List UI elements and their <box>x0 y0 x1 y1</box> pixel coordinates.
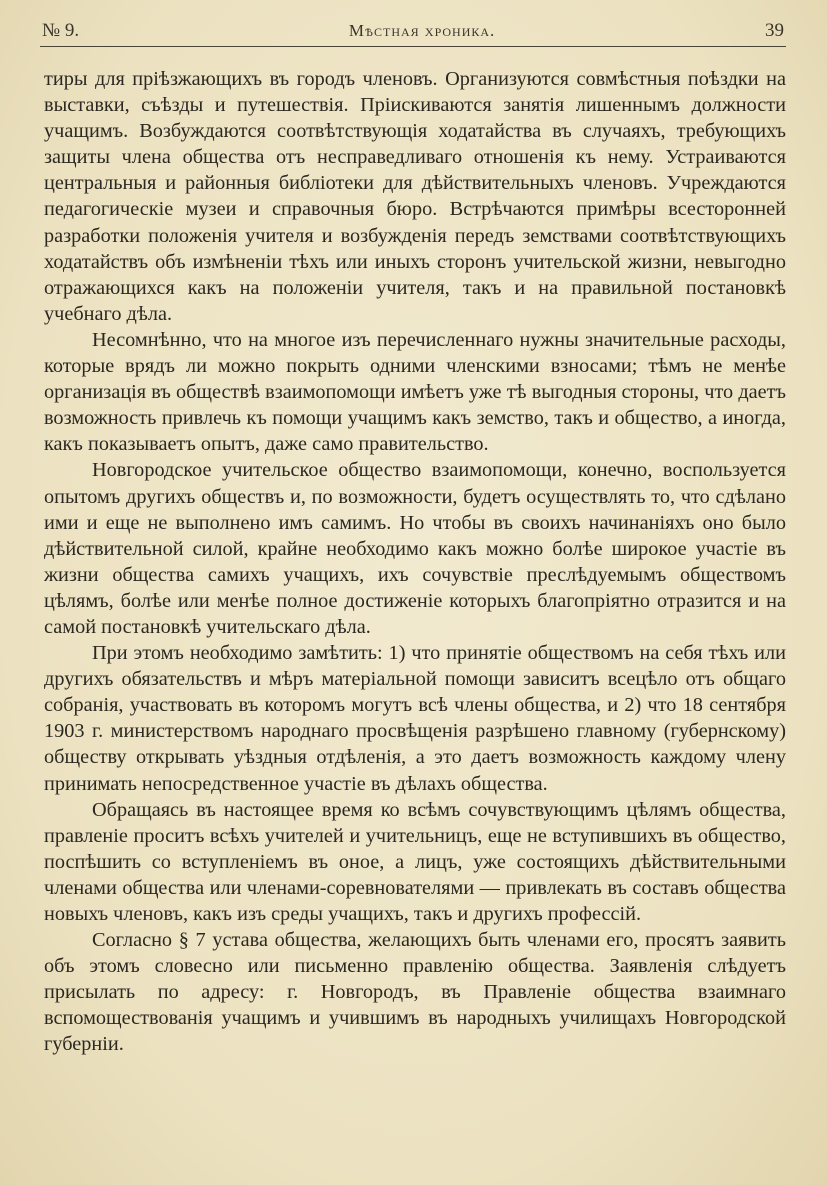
running-header <box>42 20 784 46</box>
paragraph-6: Согласно § 7 устава общества, желающихъ быть членами его, просятъ заявить объ этомъ словесно или письменно правленію общества. Заявленія слѣдуетъ присылать по адресу: г. Новгородъ, въ Правленіе общества взаимнаго вспомоществованія учащимъ и учившимъ въ народныхъ училищахъ Новгородской губерніи. <box>44 929 786 1056</box>
paragraph-4: При этомъ необходимо замѣтить: 1) что принятіе обществомъ на себя тѣхъ или другихъ обязательствъ и мѣръ матеріальной помощи зависитъ всецѣло отъ общаго собранія, участвовать въ которомъ могутъ всѣ члены общества, и 2) что 18 сентября 1903 г. министерствомъ народнаго просвѣщенія разрѣшено главному (губернскому) обществу открывать уѣздныя отдѣленія, а это даетъ возможность каждому члену принимать непосредственное участіе въ дѣлахъ общества. <box>44 642 786 795</box>
paragraph-2: Несомнѣнно, что на многое изъ перечисленнаго нужны значительные расходы, которые врядъ ли можно покрыть одними членскими взносами; тѣмъ не менѣе организація въ обществѣ взаимопомощи имѣетъ уже тѣ выгодныя стороны, что даетъ возможность привлечь къ помощи учащимъ какъ земство, такъ и общество, а иногда, какъ показываетъ опытъ, даже само правительство. <box>44 328 786 456</box>
paragraph-5: Обращаясь въ настоящее время ко всѣмъ сочувствующимъ цѣлямъ общества, правленіе проситъ всѣхъ учителей и учительницъ, еще не вступившихъ въ общество, поспѣшить со вступленіемъ въ оное, а лицъ, уже состоящихъ дѣйствительными членами общества или членами-соревнователями — привлекать въ составъ общества новыхъ членовъ, какъ изъ среды учащихъ, такъ и другихъ профессій. <box>44 798 786 925</box>
section-title: Мѣстная хроника. <box>348 21 496 40</box>
header-rule <box>40 46 786 47</box>
page-number: 39 <box>764 20 784 41</box>
issue-number: № 9. <box>42 20 80 41</box>
article-body <box>44 66 786 1058</box>
paragraph-1: тиры для пріѣзжающихъ въ городъ членовъ. Организуются совмѣстныя поѣздки на выставки, съѣзды и путешествія. Пріискиваются занятія лишеннымъ должности учащимъ. Возбуждаются соотвѣтствующія ходатайства въ случаяхъ, требующихъ защиты члена общества отъ несправедливаго отношенія къ нему. Устраиваются центральныя и районныя библіотеки для дѣйствительныхъ членовъ. Учреждаются педагогическіе музеи и справочныя бюро. Встрѣчаются примѣры всесторонней разработки положенія учителя и возбужденія передъ земствами соотвѣтствующихъ ходатайствъ объ измѣненіи тѣхъ или иныхъ сторонъ учительской жизни, невыгодно отражающихся какъ на положеніи учителя, такъ и на правильной постановкѣ учебнаго дѣла. <box>44 68 786 325</box>
paragraph-3: Новгородское учительское общество взаимопомощи, конечно, воспользуется опытомъ другихъ обществъ и, по возможности, будетъ осуществлять то, что сдѣлано ими и еще не выполнено имъ самимъ. Но чтобы въ своихъ начинаніяхъ оно было дѣйствительной силой, крайне необходимо какъ можно болѣе широкое участіе въ жизни общества самихъ учащихъ, ихъ сочувствіе преслѣдуемымъ обществомъ цѣлямъ, болѣе или менѣе полное достиженіе которыхъ благопріятно отразится и на самой постановкѣ учительскаго дѣла. <box>44 459 786 638</box>
